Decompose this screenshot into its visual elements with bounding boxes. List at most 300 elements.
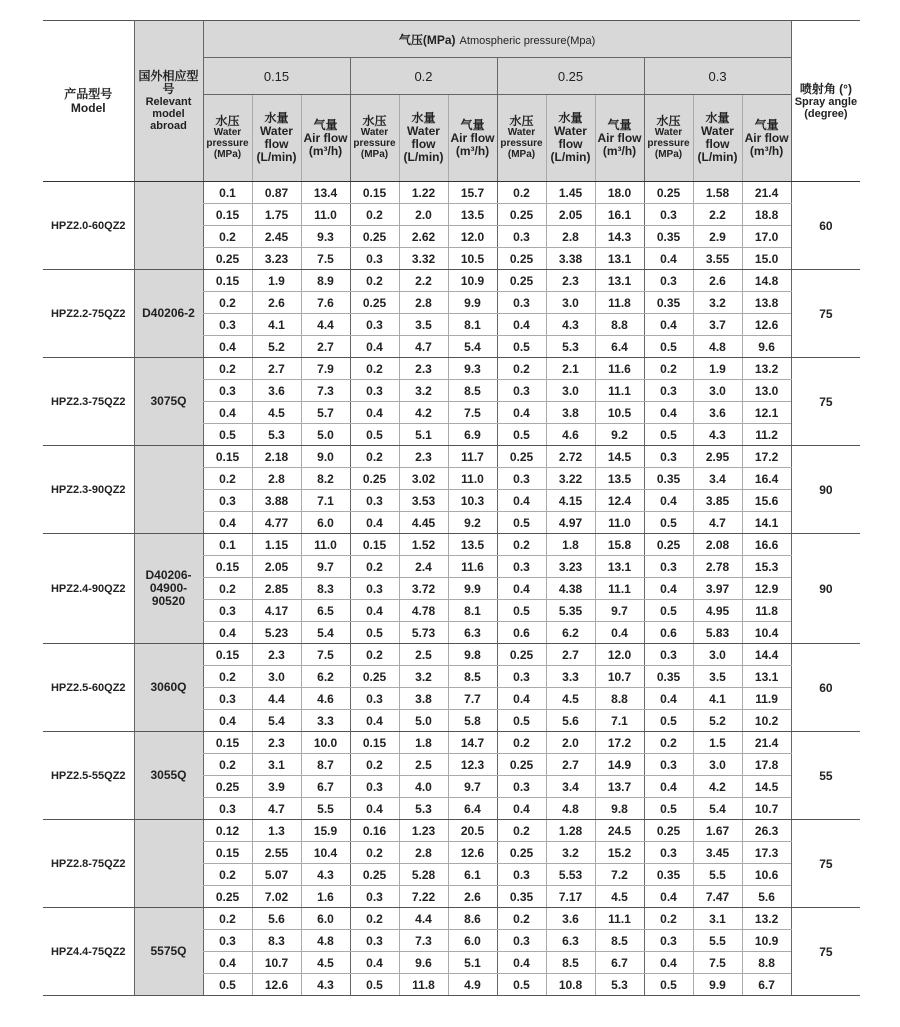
water-flow-cell: 5.23: [252, 622, 301, 644]
water-flow-cell: 7.3: [399, 930, 448, 952]
water-flow-cell: 3.88: [252, 490, 301, 512]
water-flow-cell: 4.3: [693, 424, 742, 446]
relevant-header-en: Relevant model abroad: [145, 96, 192, 132]
air-flow-cell: 12.0: [448, 226, 497, 248]
water-flow-cell: 2.7: [546, 644, 595, 666]
air-flow-cell: 4.4: [301, 314, 350, 336]
water-flow-cell: 2.8: [252, 468, 301, 490]
water-flow-cell: 3.02: [399, 468, 448, 490]
water-flow-cell: 7.17: [546, 886, 595, 908]
water-flow-cell: 5.6: [252, 908, 301, 930]
water-flow-cell: 7.5: [693, 952, 742, 974]
water-flow-cell: 10.8: [546, 974, 595, 996]
water-flow-cell: 3.0: [693, 380, 742, 402]
water-pressure-cell: 0.25: [644, 182, 693, 204]
water-pressure-cell: 0.4: [203, 710, 252, 732]
water-flow-cell: 2.78: [693, 556, 742, 578]
water-flow-cell: 1.23: [399, 820, 448, 842]
water-pressure-cell: 0.5: [497, 710, 546, 732]
air-flow-cell: 9.2: [595, 424, 644, 446]
air-flow-cell: 11.7: [448, 446, 497, 468]
air-flow-cell: 12.4: [595, 490, 644, 512]
water-flow-cell: 5.1: [399, 424, 448, 446]
water-pressure-cell: 0.5: [497, 974, 546, 996]
water-pressure-cell: 0.3: [203, 314, 252, 336]
air-flow-cell: 5.4: [301, 622, 350, 644]
water-pressure-cell: 0.5: [350, 974, 399, 996]
water-flow-cell: 3.4: [693, 468, 742, 490]
water-pressure-cell: 0.4: [350, 600, 399, 622]
water-pressure-cell: 0.3: [203, 798, 252, 820]
air-flow-cell: 0.4: [595, 622, 644, 644]
air-flow-cell: 20.5: [448, 820, 497, 842]
spec-table-container: [43, 20, 860, 996]
water-pressure-cell: 0.1: [203, 534, 252, 556]
water-pressure-cell: 0.5: [644, 512, 693, 534]
water-pressure-cell: 0.2: [350, 754, 399, 776]
water-pressure-cell: 0.1: [203, 182, 252, 204]
water-pressure-cell: 0.2: [203, 864, 252, 886]
subcolumn-header: [399, 95, 448, 182]
air-flow-cell: 14.1: [742, 512, 791, 534]
model-cell: HPZ2.4-90QZ2: [43, 534, 134, 644]
water-pressure-cell: 0.4: [644, 952, 693, 974]
water-pressure-cell: 0.4: [497, 688, 546, 710]
subcolumn-header-en: Air flow (m³/h): [744, 130, 789, 158]
air-flow-cell: 5.4: [448, 336, 497, 358]
air-flow-cell: 13.8: [742, 292, 791, 314]
water-pressure-cell: 0.2: [350, 446, 399, 468]
model-cell: HPZ2.5-60QZ2: [43, 644, 134, 732]
water-pressure-cell: 0.25: [497, 842, 546, 864]
water-flow-cell: 4.6: [546, 424, 595, 446]
pressure-level-3: 0.25: [497, 58, 644, 95]
subcolumn-header-cn: 水量: [264, 111, 289, 125]
air-flow-cell: 10.9: [742, 930, 791, 952]
model-header-en: Model: [70, 101, 106, 115]
air-flow-cell: 7.5: [301, 644, 350, 666]
spray-angle-cell: 75: [791, 908, 860, 996]
water-flow-cell: 3.97: [693, 578, 742, 600]
water-flow-cell: 3.2: [546, 842, 595, 864]
water-pressure-cell: 0.25: [203, 248, 252, 270]
relevant-model-cell: D40206-04900-90520: [134, 534, 203, 644]
water-flow-cell: 3.0: [546, 292, 595, 314]
water-flow-cell: 5.07: [252, 864, 301, 886]
water-pressure-cell: 0.4: [644, 402, 693, 424]
model-cell: HPZ2.3-75QZ2: [43, 358, 134, 446]
air-flow-cell: 8.5: [448, 666, 497, 688]
water-pressure-cell: 0.5: [350, 622, 399, 644]
water-flow-cell: 4.8: [546, 798, 595, 820]
water-flow-cell: 3.2: [399, 380, 448, 402]
water-flow-cell: 4.15: [546, 490, 595, 512]
air-flow-cell: 11.1: [595, 578, 644, 600]
water-pressure-cell: 0.2: [203, 754, 252, 776]
water-pressure-cell: 0.5: [350, 424, 399, 446]
water-flow-cell: 4.7: [399, 336, 448, 358]
water-pressure-cell: 0.5: [203, 424, 252, 446]
water-pressure-cell: 0.4: [644, 314, 693, 336]
water-flow-cell: 8.5: [546, 952, 595, 974]
water-pressure-cell: 0.2: [644, 732, 693, 754]
air-flow-cell: 8.7: [301, 754, 350, 776]
spray-angle-cell: 75: [791, 820, 860, 908]
water-pressure-cell: 0.2: [350, 908, 399, 930]
water-flow-cell: 4.77: [252, 512, 301, 534]
water-flow-cell: 2.3: [252, 644, 301, 666]
water-flow-cell: 3.22: [546, 468, 595, 490]
air-flow-cell: 10.7: [595, 666, 644, 688]
spray-angle-cell: 60: [791, 182, 860, 270]
air-flow-cell: 14.8: [742, 270, 791, 292]
water-pressure-cell: 0.15: [203, 446, 252, 468]
water-pressure-cell: 0.2: [203, 358, 252, 380]
air-flow-cell: 13.1: [595, 556, 644, 578]
water-flow-cell: 2.62: [399, 226, 448, 248]
water-flow-cell: 2.8: [399, 842, 448, 864]
air-flow-cell: 17.2: [595, 732, 644, 754]
air-flow-cell: 4.9: [448, 974, 497, 996]
water-pressure-cell: 0.3: [497, 666, 546, 688]
air-flow-cell: 9.9: [448, 292, 497, 314]
water-flow-cell: 5.3: [252, 424, 301, 446]
water-flow-cell: 3.7: [693, 314, 742, 336]
air-flow-cell: 8.9: [301, 270, 350, 292]
water-flow-cell: 4.38: [546, 578, 595, 600]
subcolumn-header-cn: 水量: [705, 111, 730, 125]
water-pressure-cell: 0.2: [497, 820, 546, 842]
table-row: [43, 270, 860, 292]
water-pressure-cell: 0.4: [497, 578, 546, 600]
water-flow-cell: 5.4: [693, 798, 742, 820]
water-pressure-cell: 0.5: [497, 512, 546, 534]
water-pressure-cell: 0.25: [644, 820, 693, 842]
water-pressure-cell: 0.4: [644, 776, 693, 798]
water-pressure-cell: 0.3: [497, 556, 546, 578]
water-flow-cell: 1.58: [693, 182, 742, 204]
air-flow-cell: 4.6: [301, 688, 350, 710]
subcolumn-header: [252, 95, 301, 182]
water-pressure-cell: 0.6: [644, 622, 693, 644]
air-flow-cell: 10.2: [742, 710, 791, 732]
water-pressure-cell: 0.35: [497, 886, 546, 908]
table-row: [43, 732, 860, 754]
water-pressure-cell: 0.4: [497, 402, 546, 424]
water-flow-cell: 3.45: [693, 842, 742, 864]
air-flow-cell: 7.5: [448, 402, 497, 424]
air-flow-cell: 12.1: [742, 402, 791, 424]
water-flow-cell: 3.38: [546, 248, 595, 270]
water-pressure-cell: 0.25: [497, 446, 546, 468]
air-flow-cell: 6.4: [595, 336, 644, 358]
air-flow-cell: 13.4: [301, 182, 350, 204]
water-flow-cell: 2.3: [252, 732, 301, 754]
air-flow-cell: 18.0: [595, 182, 644, 204]
subcolumn-header-cn: 水量: [411, 111, 436, 125]
model-cell: HPZ2.8-75QZ2: [43, 820, 134, 908]
pressure-level-4: 0.3: [644, 58, 791, 95]
water-pressure-cell: 0.4: [350, 952, 399, 974]
air-flow-cell: 26.3: [742, 820, 791, 842]
water-pressure-cell: 0.3: [350, 886, 399, 908]
water-flow-cell: 5.3: [546, 336, 595, 358]
water-flow-cell: 5.3: [399, 798, 448, 820]
air-flow-cell: 5.7: [301, 402, 350, 424]
water-flow-cell: 2.3: [399, 446, 448, 468]
water-pressure-cell: 0.35: [644, 292, 693, 314]
air-flow-cell: 11.8: [742, 600, 791, 622]
subcolumn-header-cn: 水压: [656, 114, 681, 128]
air-flow-cell: 9.6: [742, 336, 791, 358]
air-flow-cell: 5.1: [448, 952, 497, 974]
air-flow-cell: 14.5: [595, 446, 644, 468]
subcolumn-header: [693, 95, 742, 182]
water-flow-cell: 4.3: [546, 314, 595, 336]
air-flow-cell: 10.4: [742, 622, 791, 644]
air-flow-cell: 13.5: [448, 204, 497, 226]
water-flow-cell: 5.2: [252, 336, 301, 358]
relevant-header-cn: 国外相应型号: [138, 69, 199, 96]
water-flow-cell: 7.22: [399, 886, 448, 908]
water-flow-cell: 3.8: [399, 688, 448, 710]
air-flow-cell: 12.6: [742, 314, 791, 336]
air-flow-cell: 6.9: [448, 424, 497, 446]
water-pressure-cell: 0.3: [350, 930, 399, 952]
water-flow-cell: 4.7: [693, 512, 742, 534]
water-flow-cell: 5.83: [693, 622, 742, 644]
table-row: [43, 358, 860, 380]
air-flow-cell: 14.3: [595, 226, 644, 248]
water-pressure-cell: 0.4: [350, 336, 399, 358]
air-flow-cell: 15.9: [301, 820, 350, 842]
air-flow-cell: 7.3: [301, 380, 350, 402]
water-pressure-cell: 0.3: [497, 776, 546, 798]
water-pressure-cell: 0.25: [350, 468, 399, 490]
water-pressure-cell: 0.25: [350, 226, 399, 248]
water-pressure-cell: 0.35: [644, 666, 693, 688]
water-pressure-cell: 0.25: [497, 248, 546, 270]
air-flow-cell: 10.5: [595, 402, 644, 424]
water-pressure-cell: 0.2: [350, 842, 399, 864]
subcolumn-header-en: Water flow (L/min): [256, 124, 297, 164]
water-flow-cell: 3.2: [693, 292, 742, 314]
table-row: [43, 908, 860, 930]
air-flow-cell: 10.5: [448, 248, 497, 270]
water-pressure-cell: 0.6: [497, 622, 546, 644]
air-flow-cell: 6.0: [301, 512, 350, 534]
relevant-model-cell: [134, 820, 203, 908]
water-pressure-cell: 0.35: [644, 468, 693, 490]
water-flow-cell: 2.05: [546, 204, 595, 226]
air-flow-cell: 21.4: [742, 182, 791, 204]
water-flow-cell: 2.2: [693, 204, 742, 226]
water-pressure-cell: 0.4: [497, 314, 546, 336]
air-flow-cell: 6.7: [595, 952, 644, 974]
water-flow-cell: 4.1: [252, 314, 301, 336]
table-row: [43, 446, 860, 468]
air-flow-cell: 15.7: [448, 182, 497, 204]
air-flow-cell: 21.4: [742, 732, 791, 754]
water-flow-cell: 4.97: [546, 512, 595, 534]
water-pressure-cell: 0.3: [644, 754, 693, 776]
water-flow-cell: 2.7: [546, 754, 595, 776]
air-flow-cell: 8.8: [595, 314, 644, 336]
water-pressure-cell: 0.15: [350, 534, 399, 556]
air-flow-cell: 8.8: [742, 952, 791, 974]
water-pressure-cell: 0.4: [203, 402, 252, 424]
water-pressure-cell: 0.3: [350, 578, 399, 600]
water-flow-cell: 9.9: [693, 974, 742, 996]
water-flow-cell: 2.5: [399, 644, 448, 666]
air-flow-cell: 7.1: [595, 710, 644, 732]
water-flow-cell: 3.0: [546, 380, 595, 402]
air-flow-cell: 7.1: [301, 490, 350, 512]
air-flow-cell: 4.8: [301, 930, 350, 952]
water-flow-cell: 5.73: [399, 622, 448, 644]
water-flow-cell: 11.8: [399, 974, 448, 996]
air-flow-cell: 14.5: [742, 776, 791, 798]
water-pressure-cell: 0.25: [350, 864, 399, 886]
water-pressure-cell: 0.25: [497, 754, 546, 776]
air-flow-cell: 11.8: [595, 292, 644, 314]
relevant-model-cell: D40206-2: [134, 270, 203, 358]
water-flow-cell: 2.6: [693, 270, 742, 292]
water-flow-cell: 7.02: [252, 886, 301, 908]
water-flow-cell: 1.15: [252, 534, 301, 556]
water-pressure-cell: 0.2: [497, 908, 546, 930]
relevant-model-cell: [134, 446, 203, 534]
air-flow-cell: 10.4: [301, 842, 350, 864]
water-pressure-cell: 0.4: [350, 710, 399, 732]
air-flow-cell: 4.3: [301, 974, 350, 996]
water-flow-cell: 4.45: [399, 512, 448, 534]
air-flow-cell: 11.0: [595, 512, 644, 534]
subcolumn-header-en: Air flow (m³/h): [450, 130, 495, 158]
water-flow-cell: 2.6: [252, 292, 301, 314]
water-pressure-cell: 0.5: [644, 710, 693, 732]
table-row: [43, 820, 860, 842]
water-flow-cell: 3.23: [546, 556, 595, 578]
water-pressure-cell: 0.4: [497, 490, 546, 512]
water-flow-cell: 2.1: [546, 358, 595, 380]
air-flow-cell: 10.9: [448, 270, 497, 292]
spray-angle-cell: 60: [791, 644, 860, 732]
air-flow-cell: 13.7: [595, 776, 644, 798]
air-flow-cell: 9.3: [301, 226, 350, 248]
water-flow-cell: 1.22: [399, 182, 448, 204]
water-pressure-cell: 0.4: [350, 402, 399, 424]
water-flow-cell: 3.4: [546, 776, 595, 798]
water-pressure-cell: 0.25: [350, 292, 399, 314]
water-pressure-cell: 0.3: [644, 930, 693, 952]
water-pressure-cell: 0.3: [350, 248, 399, 270]
water-flow-cell: 5.5: [693, 930, 742, 952]
water-pressure-cell: 0.5: [497, 600, 546, 622]
water-pressure-cell: 0.3: [644, 204, 693, 226]
water-flow-cell: 2.05: [252, 556, 301, 578]
water-flow-cell: 2.5: [399, 754, 448, 776]
water-flow-cell: 3.55: [693, 248, 742, 270]
water-pressure-cell: 0.15: [203, 842, 252, 864]
subcolumn-header-en: Water flow (L/min): [403, 124, 444, 164]
air-flow-cell: 11.1: [595, 908, 644, 930]
air-flow-cell: 12.3: [448, 754, 497, 776]
subcolumn-header-en: Water pressure (MPa): [647, 127, 690, 160]
subcolumn-header-en: Water pressure (MPa): [500, 127, 543, 160]
water-flow-cell: 4.5: [252, 402, 301, 424]
water-flow-cell: 5.6: [546, 710, 595, 732]
subcolumn-header-cn: 水压: [215, 114, 240, 128]
relevant-model-cell: [134, 182, 203, 270]
relevant-model-header: [134, 21, 203, 182]
water-flow-cell: 4.8: [693, 336, 742, 358]
air-flow-cell: 5.0: [301, 424, 350, 446]
subcolumn-header: [546, 95, 595, 182]
air-flow-cell: 15.6: [742, 490, 791, 512]
air-flow-cell: 6.4: [448, 798, 497, 820]
water-pressure-cell: 0.15: [203, 204, 252, 226]
subcolumn-header: [203, 95, 252, 182]
table-row: [43, 182, 860, 204]
subcolumn-header-en: Air flow (m³/h): [303, 130, 348, 158]
air-flow-cell: 11.6: [595, 358, 644, 380]
water-pressure-cell: 0.3: [497, 468, 546, 490]
water-flow-cell: 4.78: [399, 600, 448, 622]
air-flow-cell: 17.8: [742, 754, 791, 776]
water-pressure-cell: 0.16: [350, 820, 399, 842]
water-flow-cell: 5.35: [546, 600, 595, 622]
subcolumn-header: [742, 95, 791, 182]
water-pressure-cell: 0.5: [644, 600, 693, 622]
air-flow-cell: 8.2: [301, 468, 350, 490]
water-flow-cell: 4.17: [252, 600, 301, 622]
water-flow-cell: 3.2: [399, 666, 448, 688]
table-row: [43, 534, 860, 556]
water-flow-cell: 3.1: [252, 754, 301, 776]
water-flow-cell: 4.7: [252, 798, 301, 820]
air-flow-cell: 24.5: [595, 820, 644, 842]
water-pressure-cell: 0.3: [497, 380, 546, 402]
air-flow-cell: 8.8: [595, 688, 644, 710]
air-flow-cell: 8.3: [301, 578, 350, 600]
water-pressure-cell: 0.2: [203, 578, 252, 600]
water-pressure-cell: 0.4: [644, 578, 693, 600]
air-flow-cell: 9.7: [448, 776, 497, 798]
water-flow-cell: 1.67: [693, 820, 742, 842]
water-pressure-cell: 0.4: [350, 512, 399, 534]
water-flow-cell: 3.0: [252, 666, 301, 688]
air-flow-cell: 14.9: [595, 754, 644, 776]
water-flow-cell: 2.2: [399, 270, 448, 292]
water-flow-cell: 3.5: [693, 666, 742, 688]
water-flow-cell: 5.53: [546, 864, 595, 886]
subcolumn-header: [595, 95, 644, 182]
water-pressure-cell: 0.3: [203, 490, 252, 512]
water-pressure-cell: 0.2: [350, 556, 399, 578]
subcolumn-header-cn: 气量: [460, 117, 485, 132]
pressure-header-cn: 气压(MPa): [398, 32, 456, 47]
water-pressure-cell: 0.2: [497, 732, 546, 754]
water-pressure-cell: 0.3: [644, 556, 693, 578]
water-pressure-cell: 0.3: [350, 776, 399, 798]
air-flow-cell: 4.5: [595, 886, 644, 908]
air-flow-cell: 13.1: [742, 666, 791, 688]
water-flow-cell: 3.0: [693, 644, 742, 666]
air-flow-cell: 13.2: [742, 358, 791, 380]
water-flow-cell: 2.0: [399, 204, 448, 226]
air-flow-cell: 16.4: [742, 468, 791, 490]
